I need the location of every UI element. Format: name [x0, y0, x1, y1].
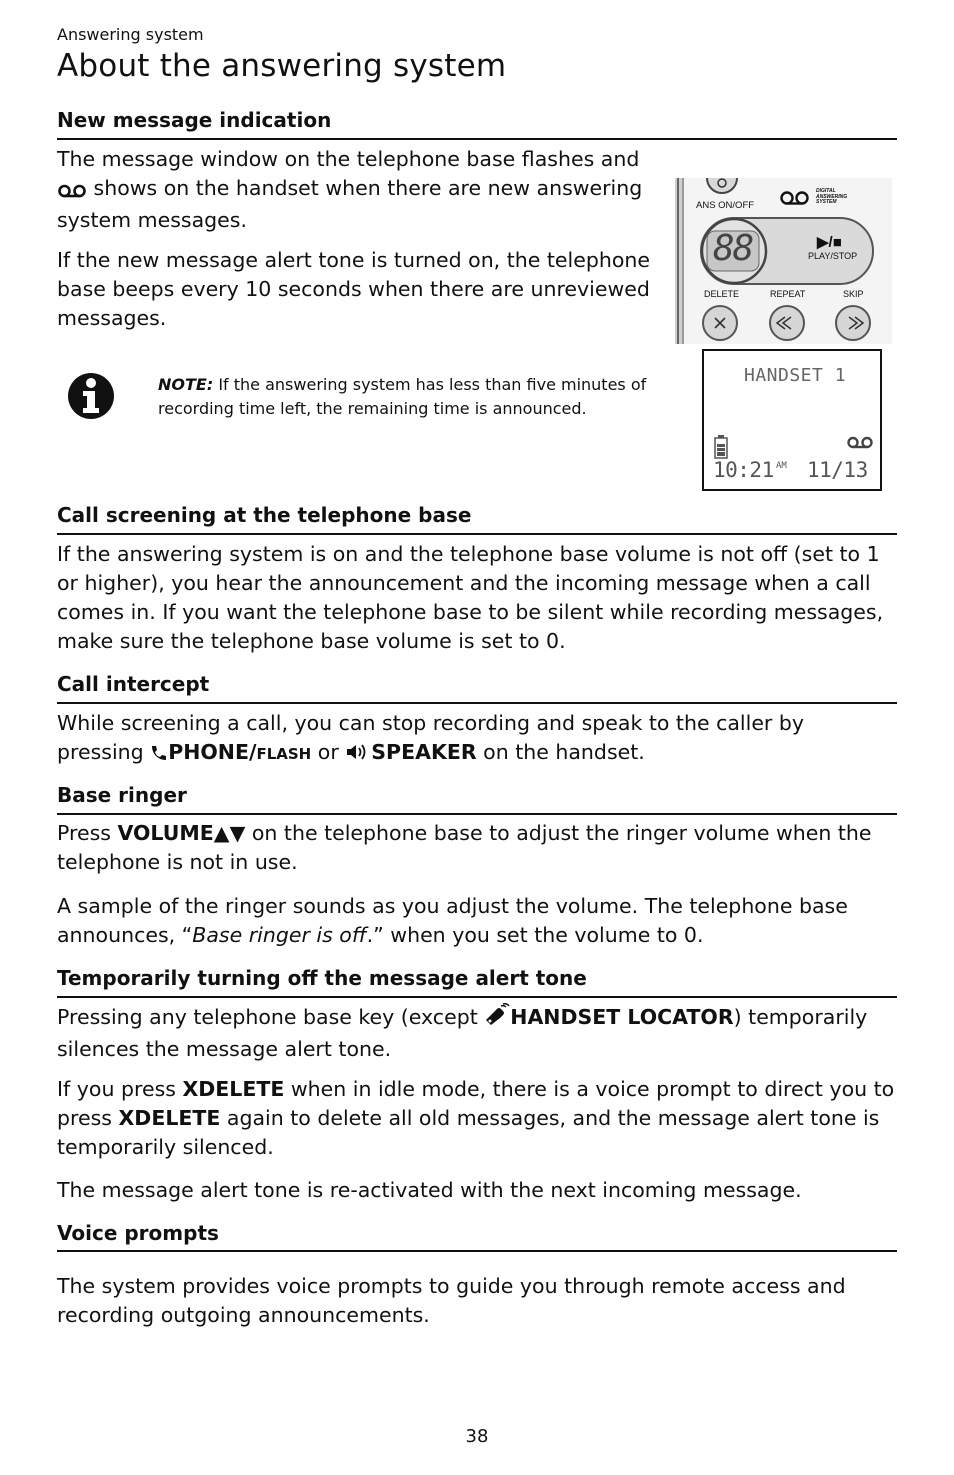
telephone-base-figure: [675, 178, 892, 348]
voice-prompts-paragraph: The system provides voice prompts to guide you through remote access and recording outgoing announcements.: [57, 1274, 846, 1327]
base-ringer-prompt: Base ringer is off: [192, 923, 367, 947]
alert-off-p2-part-a: If you press: [57, 1077, 176, 1101]
base-ringer-p1-part-a: Press: [57, 821, 111, 845]
message-counter-display: 88: [713, 228, 753, 269]
handset-screen-date: 11/13: [807, 458, 868, 482]
section-rule: [57, 1250, 897, 1252]
alert-off-p1-part-b: ) temporarily silences the message alert tone.: [57, 1005, 868, 1061]
section-heading-call-intercept: Call intercept: [57, 672, 210, 696]
voicemail-indicator-icon: [846, 434, 874, 453]
new-message-p1-part-b: shows on the handset when there are new answering system messages.: [57, 176, 643, 232]
alert-off-paragraph-1: [57, 1003, 897, 1064]
section-rule: [57, 533, 897, 535]
play-stop-icon: ▶/■: [817, 234, 842, 251]
phone-key-label: PHONE/: [168, 740, 257, 764]
section-heading-call-screening: Call screening at the telephone base: [57, 503, 472, 527]
section-rule: [57, 813, 897, 815]
new-message-paragraph-2: If the new message alert tone is turned on, the telephone base beeps every 10 seconds when there are unreviewed messages.: [57, 248, 650, 330]
running-head: Answering system: [57, 25, 204, 44]
section-heading-voice-prompts: Voice prompts: [57, 1221, 219, 1245]
speaker-icon: [345, 741, 371, 770]
handset-locator-key-label: HANDSET LOCATOR: [510, 1005, 734, 1029]
call-intercept-paragraph: [57, 709, 897, 770]
base-ringer-paragraph-2: [57, 892, 897, 950]
call-intercept-p1-part-a: While screening a call, you can stop recording and speak to the caller by pressing: [57, 711, 805, 764]
handset-screen-ampm: AM: [776, 461, 787, 471]
call-screening-paragraph: If the answering system is on and the telephone base volume is not off (set to 1 or higher), you hear the announcement and the incoming message when a call comes in. If you want the telephone base to be silent while recording messages, make sure the telephone base volume is set to 0.: [57, 542, 884, 653]
section-rule: [57, 702, 897, 704]
section-rule: [57, 138, 897, 140]
alert-off-p2-part-b: when in idle mode, there is a voice prompt to direct you to press: [57, 1077, 895, 1130]
base-ringer-p2-part-b: .” when you set the volume to 0.: [366, 923, 704, 947]
alert-off-paragraph-3: The message alert tone is re-activated with the next incoming message.: [57, 1178, 802, 1202]
ans-on-off-label: ANS ON/OFF: [696, 200, 755, 211]
volume-key-label: VOLUME▲▼: [117, 821, 246, 845]
new-message-p1-part-a: The message window on the telephone base flashes and: [57, 147, 640, 171]
section-rule: [57, 996, 897, 998]
alert-off-p2-part-c: again to delete all old messages, and the message alert tone is temporarily silenced.: [57, 1106, 880, 1159]
section-heading-base-ringer: Base ringer: [57, 783, 187, 807]
repeat-label: REPEAT: [770, 289, 806, 299]
play-stop-label: PLAY/STOP: [808, 251, 858, 261]
speaker-key-label: SPEAKER: [371, 740, 477, 764]
base-ringer-p1-part-b: on the telephone base to adjust the ringer volume when the telephone is not in use.: [57, 821, 872, 874]
section-heading-alert-off: Temporarily turning off the message alert tone: [57, 966, 587, 990]
handset-screen-line1: HANDSET 1: [744, 365, 847, 386]
voicemail-icon: [57, 177, 87, 206]
info-icon: [67, 370, 115, 426]
note-body: If the answering system has less than five minutes of recording time left, the remaining time is announced.: [158, 375, 647, 418]
flash-key-label: FLASH: [256, 745, 312, 763]
delete-key-label: XDELETE: [118, 1106, 221, 1130]
handset-locator-icon: [484, 1003, 510, 1035]
skip-label: SKIP: [843, 289, 864, 299]
delete-key-label: XDELETE: [182, 1077, 285, 1101]
handset-screen-time: 10:21: [713, 458, 774, 482]
section-heading-new-message: New message indication: [57, 108, 332, 132]
page-number: 38: [465, 1426, 489, 1447]
base-ringer-paragraph-1: [57, 819, 897, 877]
alert-off-paragraph-2: [57, 1075, 897, 1162]
page-title: About the answering system: [57, 48, 507, 84]
call-intercept-p1-part-b: on the handset.: [483, 740, 645, 764]
new-message-paragraph-1: [57, 145, 667, 235]
delete-label: DELETE: [704, 289, 740, 299]
note-label: NOTE:: [158, 375, 214, 394]
phone-icon: [150, 741, 168, 770]
or-text: or: [317, 740, 339, 764]
alert-off-p1-part-a: Pressing any telephone base key (except: [57, 1005, 478, 1029]
brand-label: DIGITAL ANSWERING SYSTEM: [816, 188, 848, 205]
handset-screen-figure: [702, 349, 882, 491]
base-ringer-p2-part-a: A sample of the ringer sounds as you adjust the volume. The telephone base announces, “: [57, 894, 848, 947]
note-text: [158, 373, 688, 421]
